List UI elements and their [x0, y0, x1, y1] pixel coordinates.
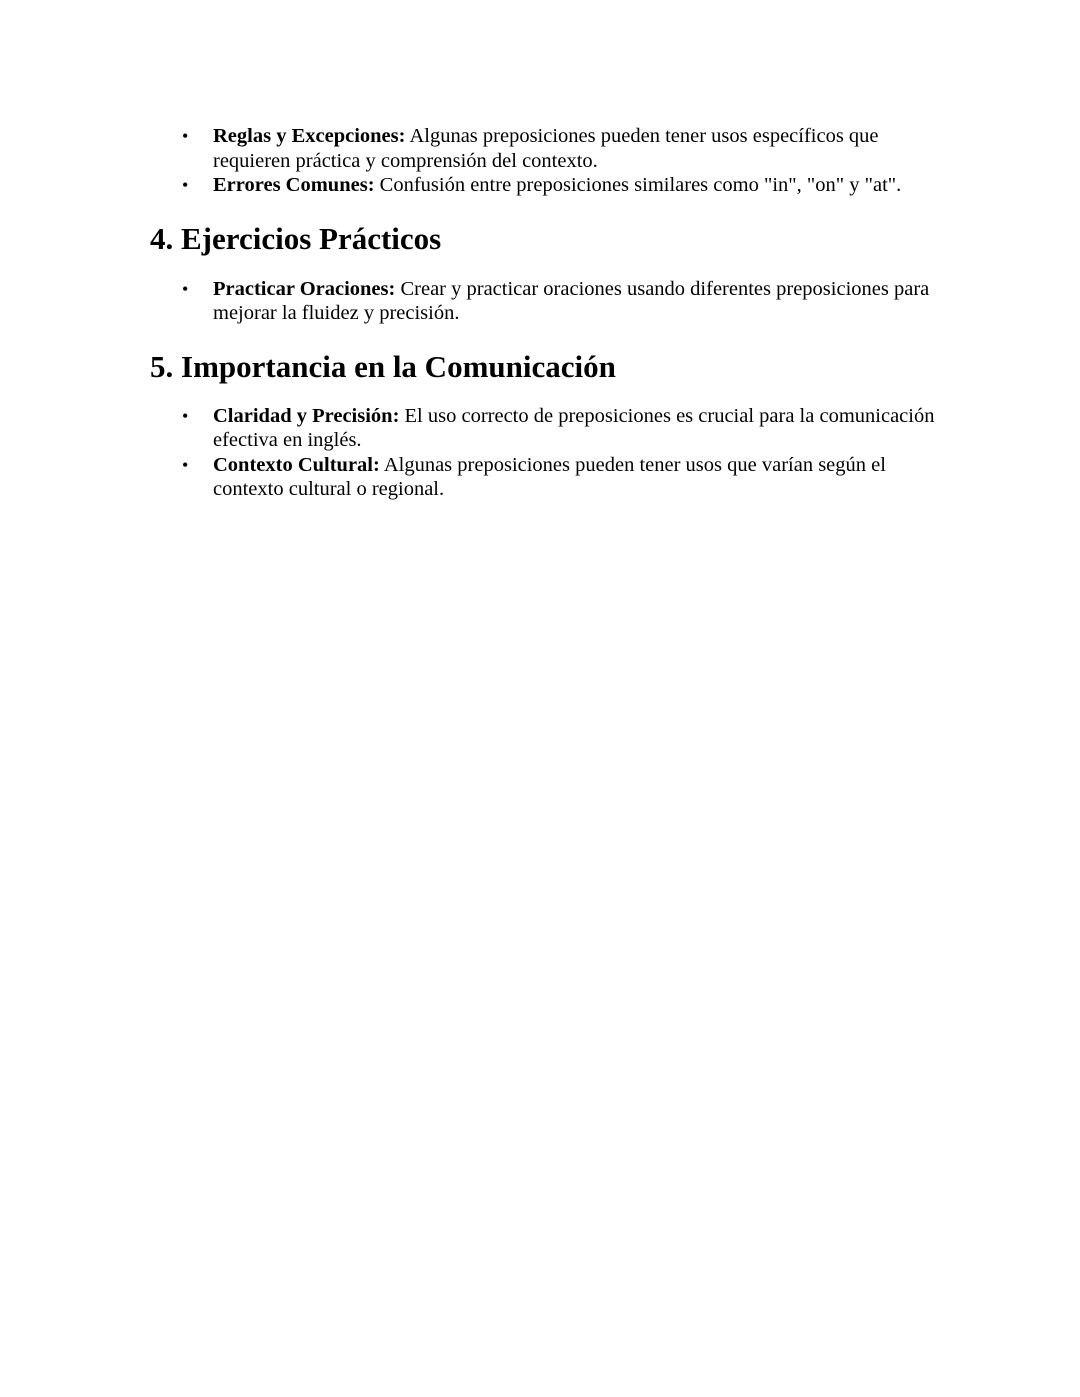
- list-item: [182, 173, 950, 198]
- list-item: [182, 277, 950, 326]
- section5-bullet-list: [150, 404, 950, 502]
- bullet-icon: •: [182, 126, 189, 146]
- item-term: Claridad y Precisión:: [213, 404, 400, 427]
- item-term: Practicar Oraciones:: [213, 277, 396, 300]
- bullet-icon: •: [182, 405, 189, 426]
- item-text: Confusión entre preposiciones similares como "in", "on" y "at".: [374, 174, 902, 196]
- list-item: [182, 453, 950, 502]
- bullet-icon: •: [182, 278, 189, 299]
- item-text: Algunas preposiciones pueden tener usos específicos que requieren práctica y comprensión del contexto.: [213, 125, 879, 172]
- bullet-icon: •: [182, 454, 189, 475]
- item-text: Crear y practicar oraciones usando diferentes preposiciones para mejorar la fluidez y precisión.: [213, 277, 930, 324]
- item-term: Reglas y Excepciones:: [213, 125, 406, 147]
- section5-heading: 5. Importancia en la Comunicación: [150, 348, 616, 384]
- item-term: Contexto Cultural:: [213, 453, 380, 476]
- section3-bullet-list: [150, 124, 950, 198]
- item-text: Algunas preposiciones pueden tener usos que varían según el contexto cultural o regional.: [213, 453, 886, 500]
- section4-heading: 4. Ejercicios Prácticos: [150, 220, 442, 256]
- bullet-icon: •: [182, 175, 189, 195]
- document-content: [150, 124, 950, 502]
- item-term: Errores Comunes:: [213, 174, 375, 196]
- item-text: El uso correcto de preposiciones es crucial para la comunicación efectiva en inglés.: [213, 404, 935, 451]
- list-item: [182, 124, 950, 173]
- list-item: [182, 404, 950, 453]
- section4-bullet-list: [150, 277, 950, 326]
